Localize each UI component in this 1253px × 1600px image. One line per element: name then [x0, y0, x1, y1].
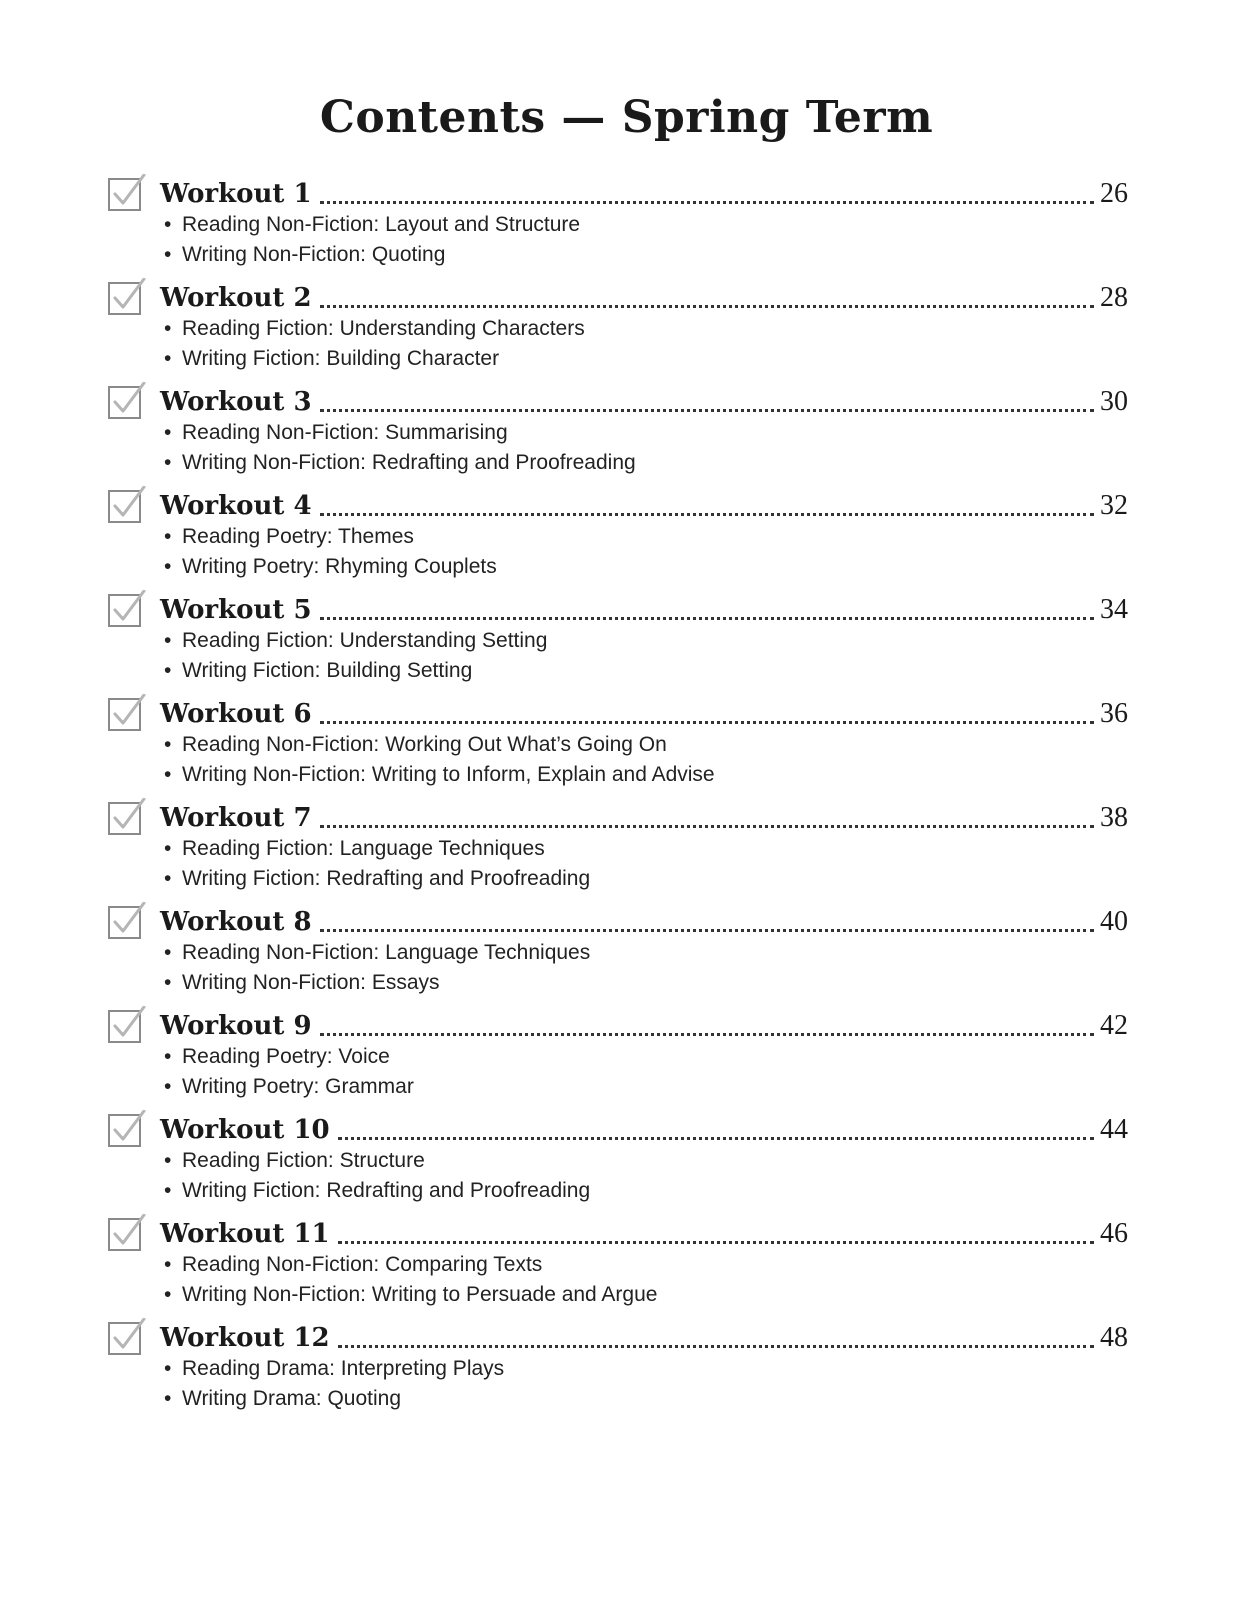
- topic-item: [164, 1042, 414, 1072]
- topic-item: [164, 1354, 504, 1384]
- bullet-icon: •: [164, 1283, 172, 1306]
- dot-leader: [320, 513, 1094, 516]
- bullet-icon: •: [164, 243, 172, 266]
- topic-list: [164, 1354, 504, 1414]
- topic-text: Writing Non-Fiction: Writing to Persuade and Argue: [182, 1283, 658, 1306]
- toc-entry: [108, 1108, 1128, 1212]
- topic-list: [164, 834, 590, 894]
- bullet-icon: •: [164, 525, 172, 548]
- bullet-icon: •: [164, 1253, 172, 1276]
- checkbox-tick-icon: [108, 798, 144, 834]
- topic-text: Reading Non-Fiction: Comparing Texts: [182, 1253, 543, 1276]
- toc-heading-row: [160, 380, 1128, 420]
- topic-item: [164, 760, 715, 790]
- topic-list: [164, 730, 715, 790]
- topic-item: [164, 938, 590, 968]
- dot-leader: [338, 1345, 1094, 1348]
- bullet-icon: •: [164, 347, 172, 370]
- toc-entry: [108, 1212, 1128, 1316]
- topic-text: Writing Fiction: Redrafting and Proofreading: [182, 867, 591, 890]
- topic-text: Writing Fiction: Building Setting: [182, 659, 473, 682]
- checkbox-tick-icon: [108, 1110, 144, 1146]
- page-number: 40: [1100, 906, 1128, 937]
- checkbox-tick-icon: [108, 694, 144, 730]
- toc-heading-row: [160, 796, 1128, 836]
- bullet-icon: •: [164, 1149, 172, 1172]
- checkbox-tick-icon: [108, 1006, 144, 1042]
- topic-text: Writing Poetry: Rhyming Couplets: [182, 555, 497, 578]
- page-number: 46: [1100, 1218, 1128, 1249]
- topic-item: [164, 1384, 504, 1414]
- toc-heading-row: [160, 484, 1128, 524]
- topic-item: [164, 448, 636, 478]
- topic-item: [164, 1146, 590, 1176]
- topic-list: [164, 1146, 590, 1206]
- checkbox-tick-icon: [108, 174, 144, 210]
- dot-leader: [320, 201, 1094, 204]
- workout-title: Workout 7: [160, 803, 312, 833]
- topic-list: [164, 522, 497, 582]
- topic-list: [164, 210, 580, 270]
- topic-text: Writing Poetry: Grammar: [182, 1075, 414, 1098]
- dot-leader: [320, 617, 1094, 620]
- topic-text: Reading Fiction: Understanding Setting: [182, 629, 548, 652]
- topic-item: [164, 552, 497, 582]
- topic-text: Reading Non-Fiction: Language Techniques: [182, 941, 591, 964]
- topic-item: [164, 1176, 590, 1206]
- topic-item: [164, 418, 636, 448]
- topic-item: [164, 344, 585, 374]
- dot-leader: [320, 929, 1094, 932]
- dot-leader: [338, 1137, 1094, 1140]
- toc-entry: [108, 692, 1128, 796]
- topic-text: Reading Fiction: Understanding Characters: [182, 317, 585, 340]
- workout-title: Workout 9: [160, 1011, 312, 1041]
- topic-text: Writing Fiction: Redrafting and Proofreading: [182, 1179, 591, 1202]
- bullet-icon: •: [164, 867, 172, 890]
- bullet-icon: •: [164, 1075, 172, 1098]
- dot-leader: [320, 305, 1094, 308]
- page-number: 26: [1100, 178, 1128, 209]
- topic-item: [164, 730, 715, 760]
- toc-entry: [108, 380, 1128, 484]
- table-of-contents: [108, 172, 1128, 1420]
- page-number: 38: [1100, 802, 1128, 833]
- toc-heading-row: [160, 276, 1128, 316]
- toc-heading-row: [160, 588, 1128, 628]
- toc-entry: [108, 900, 1128, 1004]
- bullet-icon: •: [164, 1387, 172, 1410]
- workout-title: Workout 5: [160, 595, 312, 625]
- bullet-icon: •: [164, 629, 172, 652]
- bullet-icon: •: [164, 1179, 172, 1202]
- workout-title: Workout 3: [160, 387, 312, 417]
- toc-entry: [108, 276, 1128, 380]
- toc-entry: [108, 1316, 1128, 1420]
- page-number: 30: [1100, 386, 1128, 417]
- topic-list: [164, 418, 636, 478]
- topic-text: Reading Fiction: Language Techniques: [182, 837, 545, 860]
- topic-text: Reading Poetry: Voice: [182, 1045, 390, 1068]
- bullet-icon: •: [164, 763, 172, 786]
- workout-title: Workout 6: [160, 699, 312, 729]
- topic-text: Writing Non-Fiction: Quoting: [182, 243, 446, 266]
- checkbox-tick-icon: [108, 902, 144, 938]
- bullet-icon: •: [164, 1045, 172, 1068]
- workout-title: Workout 8: [160, 907, 312, 937]
- toc-heading-row: [160, 692, 1128, 732]
- checkbox-tick-icon: [108, 278, 144, 314]
- workout-title: Workout 1: [160, 179, 312, 209]
- topic-item: [164, 626, 547, 656]
- bullet-icon: •: [164, 733, 172, 756]
- bullet-icon: •: [164, 317, 172, 340]
- topic-text: Reading Fiction: Structure: [182, 1149, 425, 1172]
- topic-item: [164, 864, 590, 894]
- toc-entry: [108, 796, 1128, 900]
- dot-leader: [320, 409, 1094, 412]
- topic-list: [164, 938, 590, 998]
- toc-heading-row: [160, 1212, 1128, 1252]
- topic-text: Writing Non-Fiction: Essays: [182, 971, 440, 994]
- checkbox-tick-icon: [108, 590, 144, 626]
- page-title: Contents — Spring Term: [319, 92, 934, 143]
- workout-title: Workout 12: [160, 1323, 330, 1353]
- workout-title: Workout 10: [160, 1115, 330, 1145]
- workout-title: Workout 11: [160, 1219, 330, 1249]
- dot-leader: [320, 1033, 1094, 1036]
- toc-heading-row: [160, 1316, 1128, 1356]
- bullet-icon: •: [164, 1357, 172, 1380]
- page-number: 34: [1100, 594, 1128, 625]
- topic-item: [164, 834, 590, 864]
- topic-item: [164, 968, 590, 998]
- topic-item: [164, 1280, 657, 1310]
- topic-item: [164, 314, 585, 344]
- page-number: 48: [1100, 1322, 1128, 1353]
- checkbox-tick-icon: [108, 486, 144, 522]
- topic-text: Reading Non-Fiction: Layout and Structure: [182, 213, 581, 236]
- topic-text: Reading Non-Fiction: Summarising: [182, 421, 508, 444]
- topic-text: Writing Non-Fiction: Writing to Inform, Explain and Advise: [182, 763, 715, 786]
- toc-entry: [108, 1004, 1128, 1108]
- topic-text: Reading Drama: Interpreting Plays: [182, 1357, 505, 1380]
- page-number: 44: [1100, 1114, 1128, 1145]
- checkbox-tick-icon: [108, 382, 144, 418]
- toc-entry: [108, 172, 1128, 276]
- topic-list: [164, 1042, 414, 1102]
- topic-item: [164, 240, 580, 270]
- topic-item: [164, 522, 497, 552]
- topic-item: [164, 1250, 657, 1280]
- bullet-icon: •: [164, 421, 172, 444]
- toc-heading-row: [160, 1108, 1128, 1148]
- bullet-icon: •: [164, 971, 172, 994]
- topic-list: [164, 314, 585, 374]
- topic-list: [164, 1250, 657, 1310]
- toc-heading-row: [160, 172, 1128, 212]
- page-number: 42: [1100, 1010, 1128, 1041]
- workout-title: Workout 2: [160, 283, 312, 313]
- topic-list: [164, 626, 547, 686]
- dot-leader: [320, 721, 1094, 724]
- bullet-icon: •: [164, 213, 172, 236]
- topic-item: [164, 1072, 414, 1102]
- page-number: 28: [1100, 282, 1128, 313]
- bullet-icon: •: [164, 837, 172, 860]
- bullet-icon: •: [164, 451, 172, 474]
- bullet-icon: •: [164, 941, 172, 964]
- checkbox-tick-icon: [108, 1318, 144, 1354]
- topic-text: Reading Non-Fiction: Working Out What’s Going On: [182, 733, 667, 756]
- dot-leader: [320, 825, 1094, 828]
- bullet-icon: •: [164, 555, 172, 578]
- bullet-icon: •: [164, 659, 172, 682]
- page-number: 36: [1100, 698, 1128, 729]
- toc-entry: [108, 588, 1128, 692]
- checkbox-tick-icon: [108, 1214, 144, 1250]
- page-number: 32: [1100, 490, 1128, 521]
- topic-text: Writing Non-Fiction: Redrafting and Proofreading: [182, 451, 636, 474]
- toc-heading-row: [160, 900, 1128, 940]
- topic-item: [164, 656, 547, 686]
- topic-text: Writing Drama: Quoting: [182, 1387, 402, 1410]
- toc-heading-row: [160, 1004, 1128, 1044]
- topic-text: Writing Fiction: Building Character: [182, 347, 500, 370]
- topic-item: [164, 210, 580, 240]
- workout-title: Workout 4: [160, 491, 312, 521]
- dot-leader: [338, 1241, 1094, 1244]
- toc-entry: [108, 484, 1128, 588]
- topic-text: Reading Poetry: Themes: [182, 525, 414, 548]
